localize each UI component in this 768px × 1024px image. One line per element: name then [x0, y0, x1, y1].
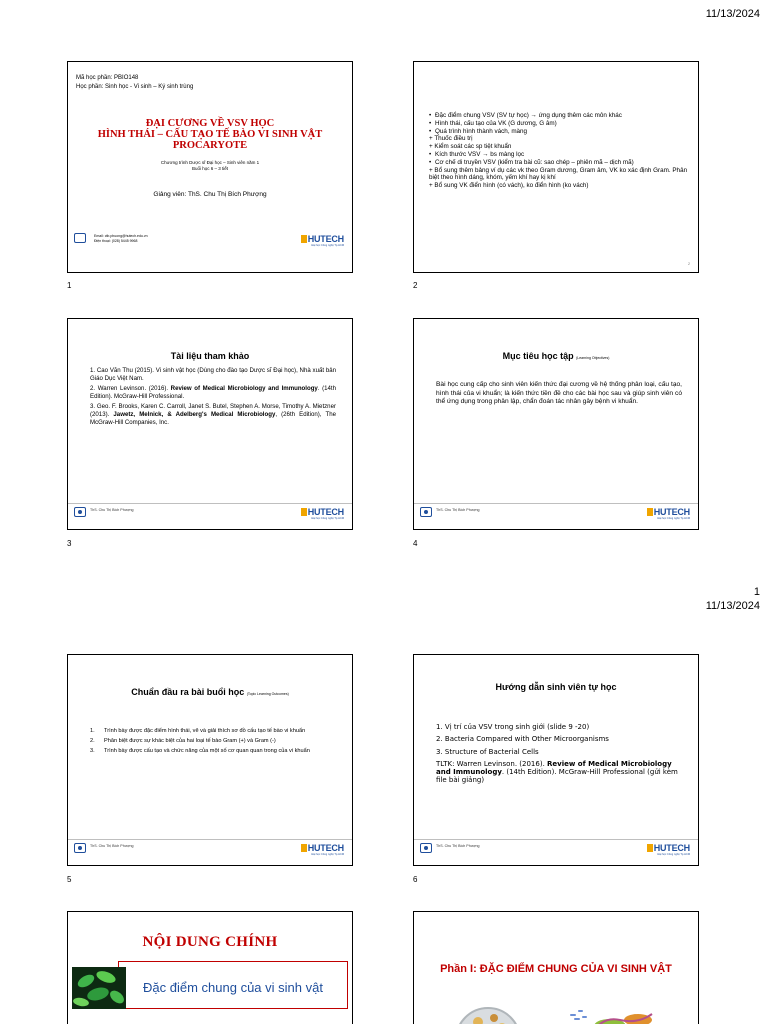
reference-list [90, 367, 336, 429]
content-box-text: Đặc điểm chung của vi sinh vật [143, 980, 323, 995]
slide-2 [413, 61, 699, 273]
title-line-3: PROCARYOTE [172, 140, 248, 151]
corner-slide-number: 2 [688, 262, 690, 266]
note-line: + Bổ sung thêm bảng ví dụ các vk theo Gram dương, Gram âm, VK ko xác định Gram. Phân biệt theo hình dáng, khóm, yếm khí hay kị khí [429, 166, 688, 182]
slide-6 [413, 654, 699, 866]
slide-footer [414, 503, 698, 529]
list-item: 2. Phân biệt được sự khác biệt của hai loại tế bào Gram (+) và Gram (-) [90, 738, 276, 745]
slide-8-title: Phần I: ĐẶC ĐIỂM CHUNG CỦA VI SINH VẬT [440, 963, 672, 975]
campus-icon [420, 843, 432, 853]
page-number: 1 [753, 586, 760, 598]
bacteria-image [72, 967, 126, 1009]
note-line: + Bổ sung VK điển hình (có vách), ko điển hình (ko vách) [429, 182, 589, 190]
reference-3: 3. Geo. F. Brooks, Karen C. Carroll, Janet S. Butel, Stephen A. Morse, Timothy A. Mietzner (2013). Jawetz, Melnick, & Adelberg's Medical Microbiology, (26th Edition), The McGraw-Hill Companies, Inc. [90, 403, 336, 426]
list-item: 2. Bacteria Compared with Other Microorganisms [436, 735, 609, 744]
note-line: • Hình thái, cấu tạo của VK (G dương, G âm) [429, 120, 691, 128]
note-line: • Quá trình hình thành vách, màng [429, 128, 691, 136]
list-item: 3. Trình bày được cấu tạo và chức năng của một số cơ quan quan trong của vi khuẩn [90, 748, 310, 755]
slide-6-title: Hướng dẫn sinh viên tự học [495, 682, 617, 692]
slide-label-1: 1 [67, 281, 72, 290]
slide-label-4: 4 [413, 539, 418, 548]
session: Buổi học 6 – 3 tiết [191, 166, 229, 171]
lecturer: Giảng viên: ThS. Chu Thị Bích Phượng [153, 191, 267, 198]
title-line-2: HÌNH THÁI – CẤU TẠO TẾ BÀO VI SINH VẬT [97, 129, 323, 140]
print-date: 11/13/2024 [705, 8, 760, 20]
slide-1 [67, 61, 353, 273]
footer-lecturer: ThS. Chu Thị Bích Phượng [90, 844, 134, 848]
slide-4-title: Mục tiêu học tập (Learning Objectives) [502, 351, 610, 361]
title-line-1: ĐẠI CƯƠNG VỀ VSV HỌC [145, 118, 275, 129]
program: Chương trình Dược sĩ Đại học – Sinh viên năm 1 [160, 160, 260, 165]
note-line: • Cơ chế di truyền VSV (kiểm tra bài cũ: sao chép – phiên mã – dịch mã) [429, 159, 691, 167]
slide-label-2: 2 [413, 281, 418, 290]
campus-icon [420, 507, 432, 517]
phone: Điện thoại: (028) 5445 9968 [94, 239, 138, 243]
campus-icon [74, 233, 86, 243]
slide-label-3: 3 [67, 539, 72, 548]
slide-5 [67, 654, 353, 866]
slide-4 [413, 318, 699, 530]
slide-1-title [68, 118, 352, 151]
slide-2-notes [429, 112, 691, 190]
self-study-guide [436, 723, 688, 789]
hutech-logo: HUTECH Đại học Công nghệ Tp.HCM [301, 843, 344, 856]
reference-note: TLTK: Warren Levinson. (2016). Review of Medical Microbiology and Immunology. (14th Edition). McGraw-Hill Professional (gửi kèm file bài giảng) [436, 759, 678, 785]
email: Email: ctb.phuong@hutech.edu.vn [94, 234, 148, 238]
reference-2: 2. Warren Levinson. (2016). Review of Medical Microbiology and Immunology. (14th Edition). McGraw-Hill Professional. [90, 385, 337, 400]
print-date: 11/13/2024 [705, 600, 760, 612]
microorganisms-illustration [442, 996, 672, 1024]
note-line: • Đặc điểm chung VSV (SV tự học) → ứng dụng thêm các môn khác [429, 112, 691, 120]
slide-footer [414, 839, 698, 865]
slide-footer [68, 839, 352, 865]
footer-lecturer: ThS. Chu Thị Bích Phượng [436, 508, 480, 512]
reference-1: 1. Cao Văn Thu (2015). Vi sinh vật học (Dùng cho đào tạo Dược sĩ Đại học), Nhà xuất bản Giáo Dục Việt Nam. [90, 367, 336, 382]
slide-8 [413, 911, 699, 1024]
campus-icon [74, 843, 86, 853]
hutech-logo: HUTECH Đại học Công nghệ Tp.HCM [301, 507, 344, 520]
footer-lecturer: ThS. Chu Thị Bích Phượng [436, 844, 480, 848]
list-item: 1. Trình bày được đặc điểm hình thái, vẽ và giải thích sơ đồ cấu tạo tế bào vi khuẩn [90, 728, 306, 734]
footer-lecturer: ThS. Chu Thị Bích Phượng [90, 508, 134, 512]
list-item: 1. Vị trí của VSV trong sinh giới (slide 9 -20) [436, 723, 590, 731]
hutech-logo: HUTECH Đại học Công nghệ Tp.HCM [301, 234, 344, 247]
slide-label-5: 5 [67, 875, 72, 884]
program-info [68, 160, 352, 172]
hutech-logo: HUTECH Đại học Công nghệ Tp.HCM [647, 507, 690, 520]
slide-3 [67, 318, 353, 530]
note-line: • Kích thước VSV → bs màng lọc [429, 151, 691, 159]
content-box [118, 961, 348, 1009]
slide-7 [67, 911, 353, 1024]
note-line: + Kiểm soát các sp tiệt khuẩn [429, 143, 512, 151]
slide-7-title: NỘI DUNG CHÍNH [142, 934, 278, 950]
course-name: Học phần: Sinh học - Vi sinh – Ký sinh trùng [76, 84, 194, 90]
course-code: Mã học phần: PBIO148 [76, 75, 139, 81]
note-line: + Thuốc điều trị [429, 135, 473, 143]
campus-icon [74, 507, 86, 517]
slide-label-6: 6 [413, 875, 418, 884]
learning-outcomes [90, 728, 330, 759]
course-info [76, 74, 193, 92]
learning-objectives: Bài học cung cấp cho sinh viên kiến thức đại cương về hệ thống phân loại, cấu tạo, hình thái của vi khuẩn; là kiến thức tiền đề cho các bài học sau và giúp sinh viên có thể ứng dụng trong phân lập, chẩn đoán tác nhân gây bệnh vi khuẩn. [436, 381, 682, 406]
slide-3-title: Tài liệu tham khảo [170, 351, 250, 361]
list-item: 3. Structure of Bacterial Cells [436, 747, 539, 756]
contact-info [94, 234, 148, 244]
hutech-logo: HUTECH Đại học Công nghệ Tp.HCM [647, 843, 690, 856]
slide-footer [68, 503, 352, 529]
slide-5-title: Chuẩn đầu ra bài buổi học (Topic Learning Outcomes) [131, 687, 289, 697]
